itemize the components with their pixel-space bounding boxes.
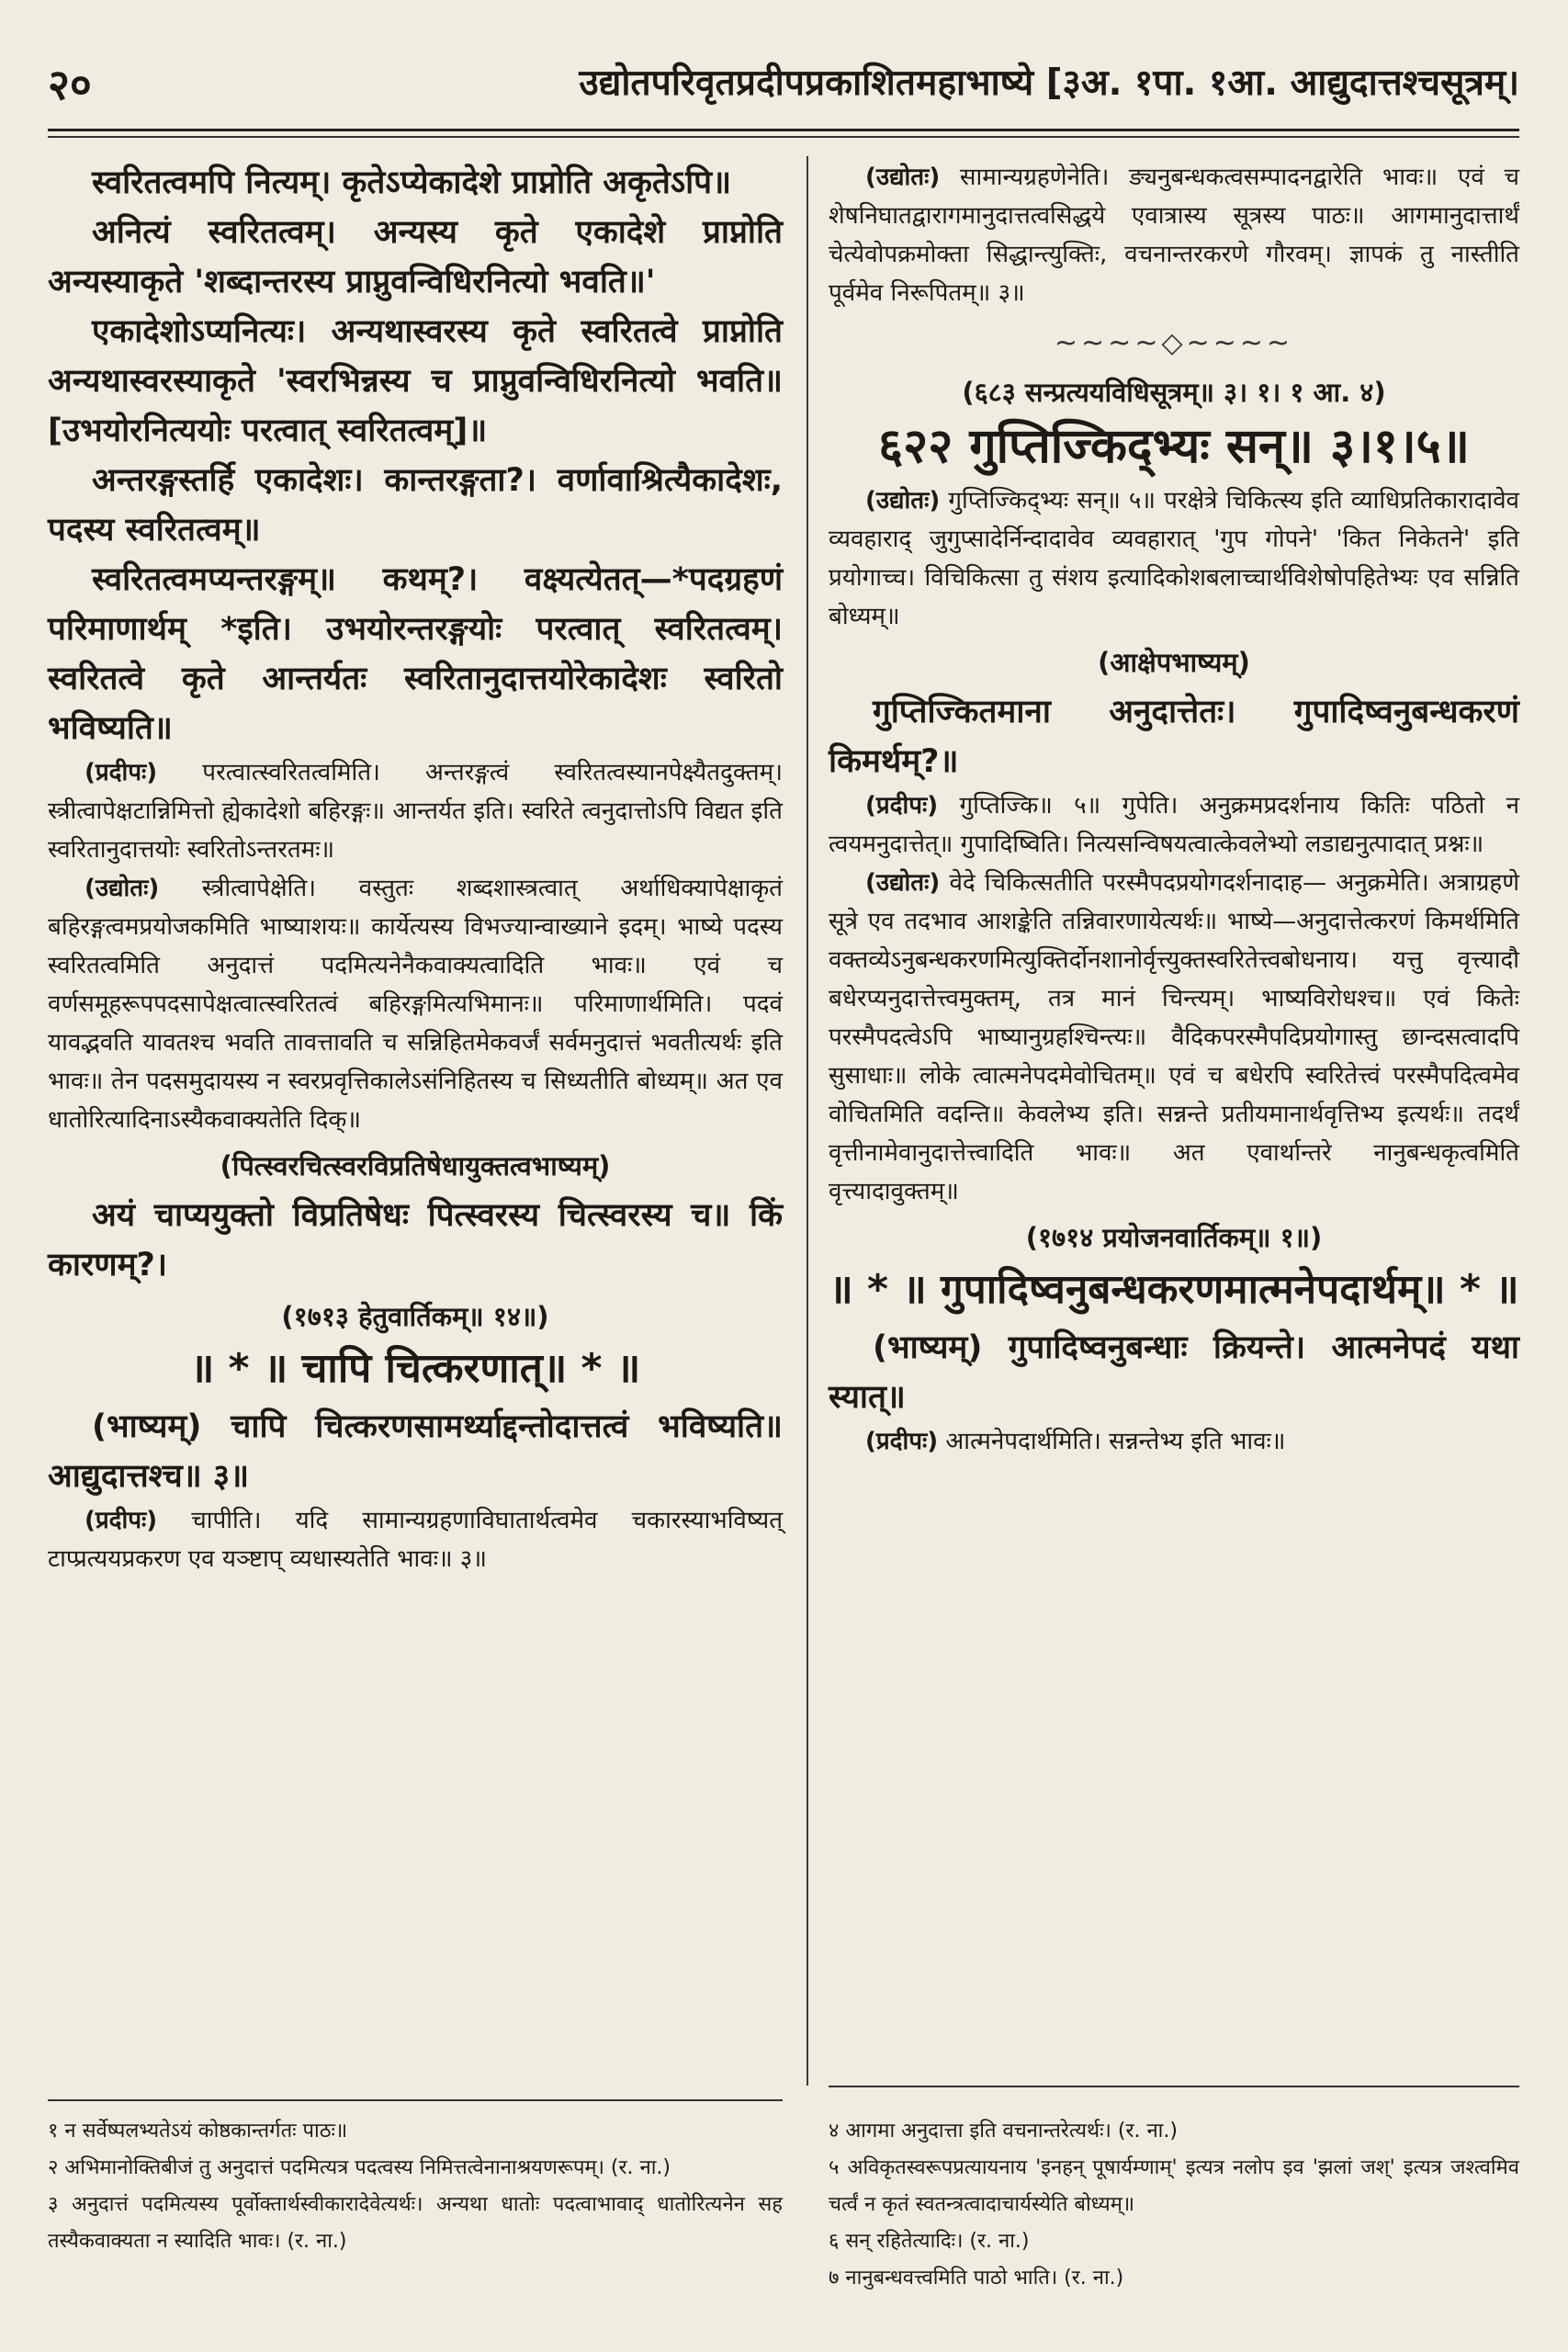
bhashya-label: (भाष्यम्): [92, 1408, 202, 1445]
commentary-label: (उद्योतः): [85, 875, 160, 902]
column-divider: [807, 156, 808, 2086]
bhashya-paragraph: गुप्तिज्कितमाना अनुदात्तेतः। गुपादिष्वनुबन्धकरणं किमर्थम्?॥: [829, 694, 1519, 780]
footnote: १ न सर्वेष्पलभ्यतेऽयं कोष्ठकान्तर्गतः पाठः॥: [48, 2120, 348, 2143]
udyota-commentary: [829, 158, 1519, 312]
footnotes-right: [829, 2113, 1519, 2297]
commentary-text: आत्मनेपदार्थमिति। सन्नन्तेभ्य इति भावः॥: [945, 1428, 1286, 1455]
sutra-heading: (६८३ सन्प्रत्ययविधिसूत्रम्॥ ३। १। १ आ. ४): [962, 377, 1386, 408]
bhashya-label: (भाष्यम्): [873, 1329, 983, 1366]
bhashya-paragraph: स्वरितत्वमपि नित्यम्। कृतेऽप्येकादेशे प्राप्नोति अकृतेऽपि॥: [92, 164, 732, 201]
footnote: ७ नानुबन्धवत्त्वमिति पाठो भाति। (र. ना.): [829, 2267, 1124, 2290]
section-heading: (पित्स्वरचित्स्वरविप्रतिषेधायुक्तत्वभाष्यम्): [220, 1150, 611, 1182]
footnote: ४ आगमा अनुदात्ता इति वचनान्तरेत्यर्थः। (र. ना.): [829, 2120, 1178, 2143]
commentary-label: (प्रदीपः): [85, 759, 158, 786]
udyota-commentary: [829, 864, 1519, 1211]
commentary-text: सामान्यग्रहणेनेति। ङ्यनुबन्धकत्वसम्पादनद्वारेति भावः॥ एवं च शेषनिघातद्वारागमानुदात्तत्वसिद्धये एवात्रास्य सूत्रस्य पाठः॥ आगमानुदात्तार्थं चेत्येवोपक्रमोक्ता सिद्धान्त्युक्तिः, वचनान्तरकरणे गौरवम्। ज्ञापकं तु नास्तीति पूर्वमेव निरूपितम्॥ ३॥: [829, 164, 1519, 307]
running-header: [48, 48, 1519, 112]
commentary-label: (प्रदीपः): [865, 1428, 939, 1455]
bhashya-paragraph: [48, 1402, 783, 1501]
commentary-label: (प्रदीपः): [85, 1507, 158, 1534]
page-number: २०: [48, 60, 92, 109]
commentary-text: गुप्तिज्कि॥ ५॥ गुपेति। अनुक्रमप्रदर्शनाय कितिः पठितो न त्वयमनुदात्तेत्॥ गुपादिष्विति। नित्यसन्विषयत्वात्केवलेभ्यो लडाद्यनुत्पादात् प्रश्नः॥: [829, 792, 1519, 858]
vartika-heading: (१७१३ हेतुवार्तिकम्॥ १४॥): [281, 1301, 549, 1332]
footnotes-left: [48, 2113, 783, 2260]
footnote-rule-left: [48, 2099, 783, 2101]
commentary-label: (उद्योतः): [865, 164, 941, 191]
header-rule-thin: [48, 136, 1519, 138]
header-rule-thick: [48, 129, 1519, 131]
pradipa-commentary: [829, 786, 1519, 864]
pradipa-commentary: [829, 1422, 1519, 1461]
bhashya-paragraph: अनित्यं स्वरितत्वम्। अन्यस्य कृते एकादेशे प्राप्नोति अन्यस्याकृते 'शब्दान्तरस्य प्राप्नुवन्विधिरनित्यो भवति॥': [48, 214, 783, 300]
footnote: ३ अनुदात्तं पदमित्यस्य पूर्वोक्तार्थस्वीकारादेवेत्यर्थः। अन्यथा धातोः पदत्वाभावाद् धातोरित्यनेन सह तस्यैकवाक्यता न स्यादिति भावः। (र. ना.): [48, 2193, 783, 2253]
footnote-rule-right: [829, 2086, 1519, 2087]
bhashya-paragraph: स्वरितत्वमप्यन्तरङ्गम्॥ कथम्?। वक्ष्यत्येतत्—*पदग्रहणं परिमाणार्थम् *इति। उभयोरन्तरङ्गयोः परत्वात् स्वरितत्वम्। स्वरितत्वे कृते आन्तर्यतः स्वरितानुदात्तयोरेकादेशः स्वरितो भविष्यति॥: [48, 561, 783, 747]
commentary-text: परत्वात्स्वरितत्वमिति। अन्तरङ्गत्वं स्वरितत्वस्यानपेक्ष्यैतदुक्तम्। स्त्रीत्वापेक्षटान्निमित्तो ह्येकादेशो बहिरङ्गः॥ आन्तर्यत इति। स्वरिते त्वनुदात्तोऽपि विद्यत इति स्वरितानुदात्तयोः स्वरितोऽन्तरतमः॥: [48, 759, 784, 864]
vartika-text: ॥ * ॥ गुपादिष्वनुबन्धकरणमात्मनेपदार्थम्॥ * ॥: [829, 1266, 1519, 1313]
bhashya-text: चापि चित्करणसामर्थ्याद्दन्तोदात्तत्वं भविष्यति॥ आद्युदात्तश्च॥ ३॥: [48, 1408, 783, 1495]
left-column: [48, 158, 783, 1578]
commentary-label: (उद्योतः): [865, 487, 941, 514]
udyota-commentary: [48, 869, 783, 1139]
vartika-text: ॥ * ॥ चापि चित्करणात्॥ * ॥: [189, 1345, 641, 1392]
pradipa-commentary: [48, 753, 783, 869]
commentary-label: (उद्योतः): [865, 869, 941, 897]
bhashya-paragraph: अयं चाप्ययुक्तो विप्रतिषेधः पित्स्वरस्य चित्स्वरस्य च॥ किं कारणम्?।: [48, 1197, 783, 1283]
footnote: ६ सन् रहितेत्यादिः। (र. ना.): [829, 2230, 1030, 2253]
bhashya-paragraph: एकादेशोऽप्यनित्यः। अन्यथास्वरस्य कृते स्वरितत्वे प्राप्नोति अन्यथास्वरस्याकृते 'स्वरभिन्नस्य च प्राप्नुवन्विधिरनित्यो भवति॥ [उभयोरनित्ययोः परत्वात् स्वरितत्वम्]॥: [48, 313, 783, 449]
sutra-text: ६२२ गुप्तिज्किद्भ्यः सन्॥ ३।१।५॥: [878, 419, 1470, 474]
section-heading: (आक्षेपभाष्यम्): [1098, 647, 1250, 678]
footnote: २ अभिमानोक्तिबीजं तु अनुदात्तं पदमित्यत्र पदत्वस्य निमित्तत्वेनानाश्रयणरूपम्। (र. ना.): [48, 2156, 671, 2179]
commentary-text: चापीति। यदि सामान्यग्रहणाविघातार्थत्वमेव चकारस्याभविष्यत् टाप्प्रत्ययप्रकरण एव यञ्ष्टाप् व्यधास्यतेति भावः॥ ३॥: [48, 1507, 784, 1573]
bhashya-text: गुपादिष्वनुबन्धाः क्रियन्ते। आत्मनेपदं यथा स्यात्॥: [829, 1329, 1519, 1416]
vartika-heading: (१७१४ प्रयोजनवार्तिकम्॥ १॥): [1025, 1222, 1323, 1253]
right-column: [829, 158, 1519, 1461]
pradipa-commentary: [48, 1501, 783, 1578]
commentary-label: (प्रदीपः): [865, 792, 939, 820]
running-title: उद्योतपरिवृतप्रदीपप्रकाशितमहाभाष्ये [३अ. १पा. १आ. आद्युदात्तश्चसूत्रम्।: [579, 62, 1519, 104]
udyota-commentary: [829, 481, 1519, 636]
footnote: ५ अविकृतस्वरूपप्रत्यायनाय 'इनहन् पूषार्यम्णाम्' इत्यत्र नलोप इव 'झलां जश्' इत्यत्र जश्त्वमिव चर्त्वं न कृतं स्वतन्त्रत्वादाचार्यस्येति बोध्यम्॥: [829, 2156, 1519, 2216]
section-ornament: ~~~~◇~~~~: [1054, 327, 1294, 359]
commentary-text: स्त्रीत्वापेक्षेति। वस्तुतः शब्दशास्त्रत्वात् अर्थाधिक्यापेक्षाकृतं बहिरङ्गत्वमप्रयोजकमिति भाष्याशयः॥ कार्येत्यस्य विभज्यान्वाख्याने इदम्। भाष्ये पदस्य स्वरितत्वमिति अनुदात्तं पदमित्यनेनैकवाक्यत्वादिति भावः॥ एवं च वर्णसमूहरूपपदसापेक्षत्वात्स्वरितत्वं बहिरङ्गमित्यभिमानः॥ परिमाणार्थमिति। पदवं यावद्भवति यावतश्च भवति तावत्तावति च सन्निहितमेकवर्जं सर्वमनुदात्तं भवतीत्यर्थः इति भावः॥ तेन पदसमुदायस्य न स्वरप्रवृत्तिकालेऽसंनिहितस्य च सिध्यतीति बोध्यम्॥ अत एव धातोरित्यादिनाऽस्यैकवाक्यतेति दिक्॥: [48, 875, 784, 1134]
bhashya-paragraph: अन्तरङ्गस्तर्हि एकादेशः। कान्तरङ्गता?। वर्णावाश्रित्यैकादेशः, पदस्य स्वरितत्वम्॥: [48, 462, 783, 548]
commentary-text: वेदे चिकित्सतीति परस्मैपदप्रयोगदर्शनादाह— अनुक्रमेति। अत्राग्रहणे सूत्रे एव तदभाव आशङ्केति तन्निवारणायेत्यर्थः॥ भाष्ये—अनुदात्तेत्करणं किमर्थमिति वक्तव्येऽनुबन्धकरणमित्युक्तिर्दोनशानोर्वृत्त्युक्तस्वरितेत्त्वबोधनाय। यत्तु वृत्त्यादौ बधेरप्यनुदात्तेत्त्वमुक्तम्, तत्र मानं चिन्त्यम्। भाष्यविरोधश्च॥ एवं कितेः परस्मैपदत्वेऽपि भाष्यानुग्रहश्चिन्त्यः॥ वैदिकपरस्मैपदिप्रयोगास्तु छान्दसत्वादपि सुसाधाः॥ लोके त्वात्मनेपदमेवोचितम्॥ एवं च बधेरपि स्वरितेत्त्वं परस्मैपदित्वमेव वोचितमिति वदन्ति॥ केवलेभ्य इति। सन्नन्ते प्रतीयमानार्थवृत्तिभ्य इत्यर्थः॥ तदर्थं वृत्तीनामेवानुदात्तेत्त्वादिति भावः॥ अत एवार्थान्तरे नानुबन्धकृत्वमिति वृत्त्यादावुक्तम्॥: [829, 869, 1520, 1205]
bhashya-paragraph: [829, 1323, 1519, 1422]
commentary-text: गुप्तिज्किद्भ्यः सन्॥ ५॥ परक्षेत्रे चिकित्स्य इति व्याधिप्रतिकारादावेव व्यवहाराद् जुगुप्सादेर्निन्दादावेव व्यवहारात् 'गुप गोपने' 'कित निकेतने' इति प्रयोगाच्च। विचिकित्सा तु संशय इत्यादिकोशबलाच्चार्थविशेषोपहितेभ्यः एव सन्निति बोध्यम्॥: [829, 487, 1520, 630]
